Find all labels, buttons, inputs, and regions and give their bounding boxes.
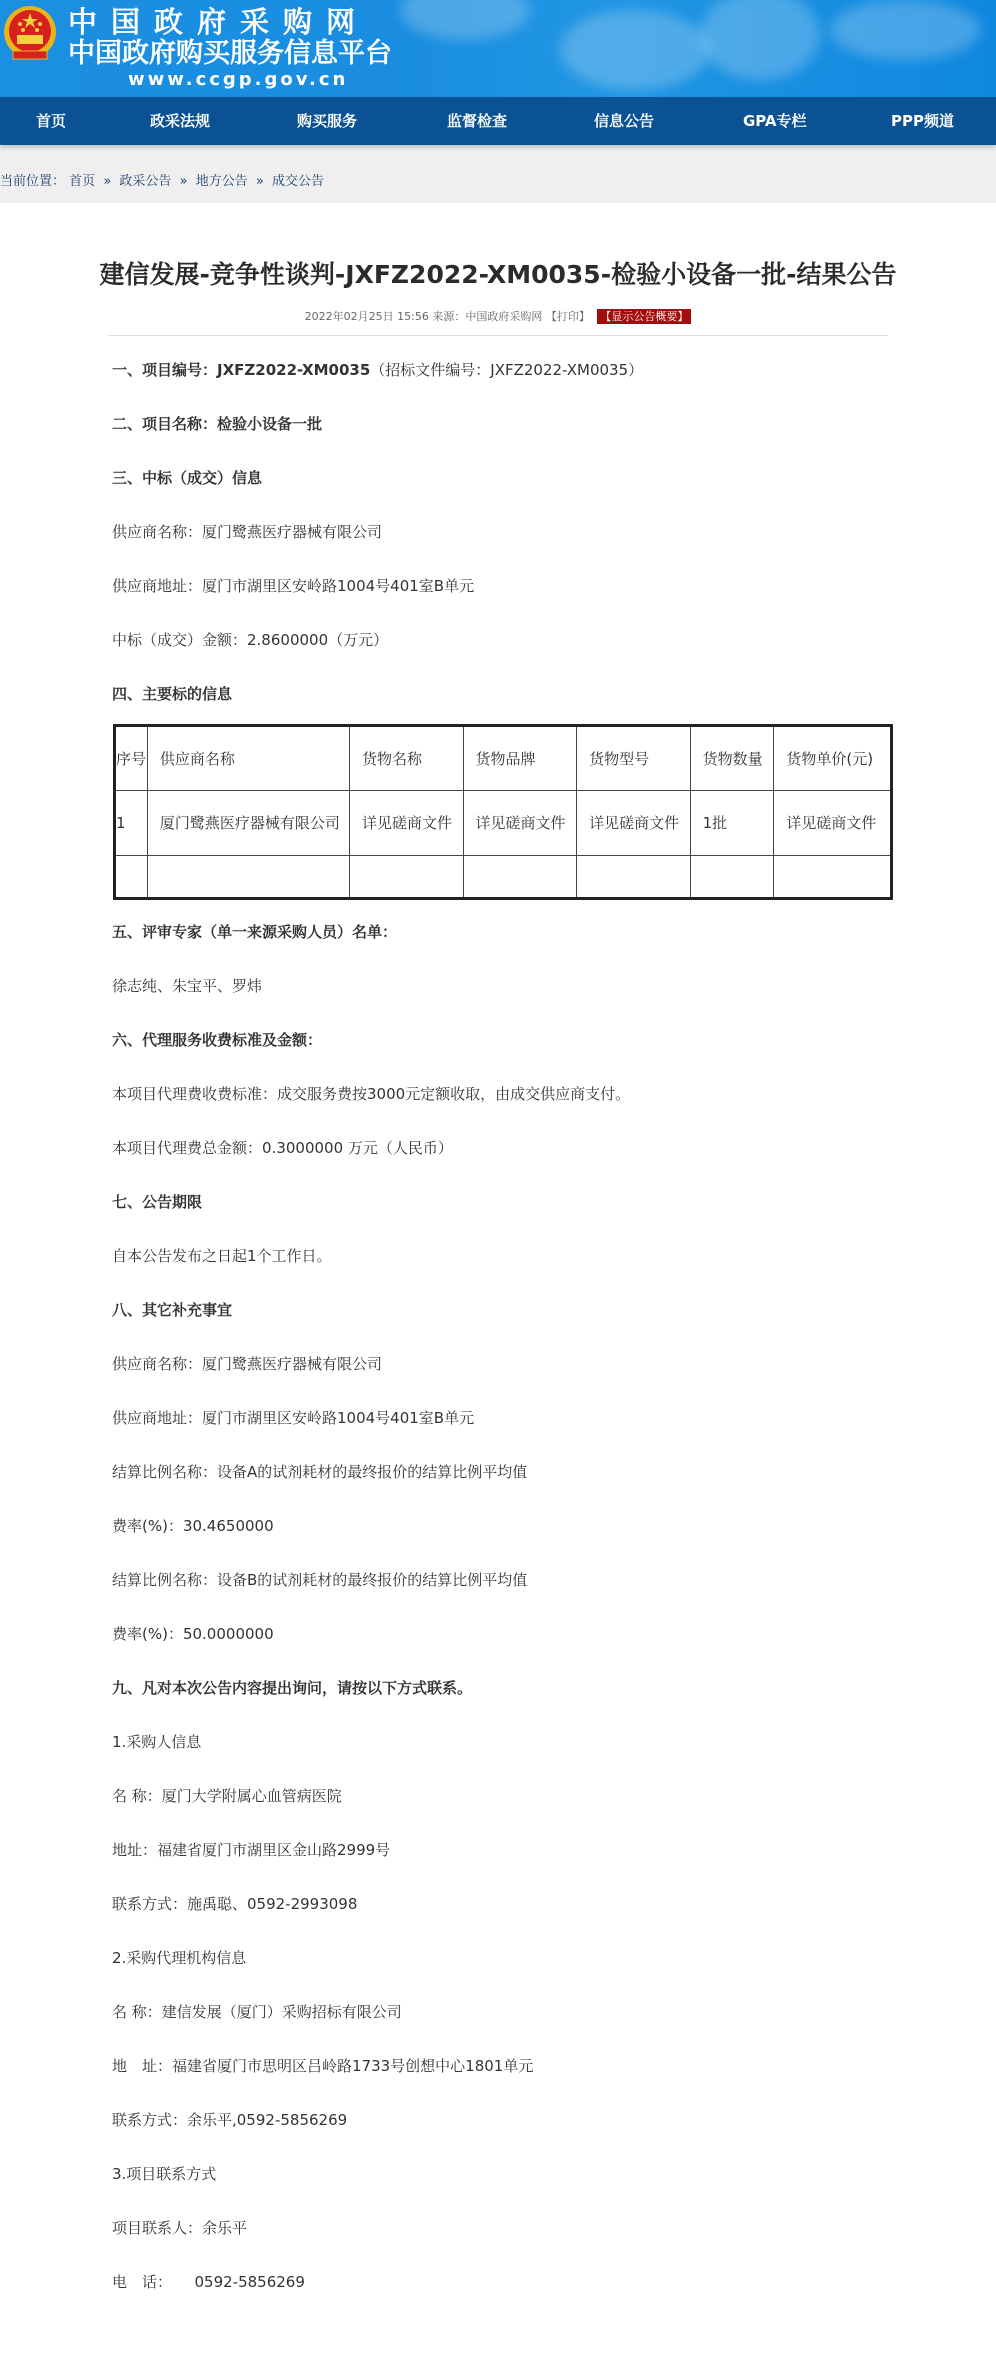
section-contact: 九、凡对本次公告内容提出询问，请按以下方式联系。 — [112, 1679, 473, 1697]
table-cell: 详见磋商文件 — [774, 791, 892, 856]
ratio-b-rate: 费率(%)：50.0000000 — [112, 1625, 274, 1643]
tender-doc-number: （招标文件编号：JXFZ2022-XM0035） — [370, 361, 644, 379]
table-header-cell: 货物名称 — [350, 726, 464, 791]
table-cell — [690, 856, 774, 899]
breadcrumb-procurement-notices[interactable]: 政采公告 — [119, 174, 172, 189]
supp-supplier-address: 供应商地址：厦门市湖里区安岭路1004号401室B单元 — [112, 1409, 475, 1427]
nav-item-ppp[interactable]: PPP频道 — [891, 112, 954, 130]
cloud-decoration — [560, 10, 710, 90]
nav-item-home[interactable]: 首页 — [36, 112, 67, 130]
site-title-line1: 中国政府采购网 — [68, 5, 370, 39]
site-banner — [0, 0, 996, 97]
table-cell: 详见磋商文件 — [463, 791, 577, 856]
supplier-name: 供应商名称：厦门鹭燕医疗器械有限公司 — [112, 523, 383, 541]
cloud-decoration — [400, 0, 530, 40]
table-cell — [463, 856, 577, 899]
table-row — [115, 856, 892, 899]
buyer-name: 名 称：厦门大学附属心血管病医院 — [112, 1787, 342, 1805]
nav-item-announcements[interactable]: 信息公告 — [594, 112, 655, 130]
table-cell: 1 — [115, 791, 148, 856]
agent-address: 地 址：福建省厦门市思明区吕岭路1733号创想中心1801单元 — [112, 2057, 534, 2075]
table-header-cell: 货物单价(元) — [774, 726, 892, 791]
nav-item-purchase-services[interactable]: 购买服务 — [297, 112, 358, 130]
article-body — [0, 336, 996, 2366]
ratio-b-name: 结算比例名称：设备B的试剂耗材的最终报价的结算比例平均值 — [112, 1571, 528, 1589]
table-cell: 1批 — [690, 791, 774, 856]
table-row — [115, 791, 892, 856]
page-title: 建信发展-竞争性谈判-JXFZ2022-XM0035-检验小设备一批-结果公告 — [99, 260, 897, 289]
print-link[interactable]: 【打印】 — [545, 310, 590, 323]
breadcrumb-separator: » — [255, 174, 264, 189]
national-emblem-icon — [3, 5, 58, 65]
section-experts: 五、评审专家（单一来源采购人员）名单： — [112, 923, 398, 941]
table-cell — [774, 856, 892, 899]
breadcrumb-home[interactable]: 首页 — [69, 174, 96, 189]
nav-item-regulations[interactable]: 政采法规 — [150, 112, 211, 130]
supplier-address: 供应商地址：厦门市湖里区安岭路1004号401室B单元 — [112, 577, 475, 595]
site-title — [68, 5, 392, 91]
breadcrumb-deal-notices[interactable]: 成交公告 — [271, 174, 324, 189]
notice-period: 自本公告发布之日起1个工作日。 — [112, 1247, 332, 1265]
agent-name: 名 称：建信发展（厦门）采购招标有限公司 — [112, 2003, 402, 2021]
source-label: 来源： — [432, 310, 466, 323]
agent-contact: 联系方式：余乐平,0592-5856269 — [112, 2111, 348, 2129]
section-project-name: 二、项目名称：检验小设备一批 — [112, 415, 323, 433]
supp-supplier-name: 供应商名称：厦门鹭燕医疗器械有限公司 — [112, 1355, 383, 1373]
site-url: www.ccgp.gov.cn — [128, 69, 349, 90]
table-cell — [115, 856, 148, 899]
table-header-row — [115, 726, 892, 791]
cloud-decoration — [700, 0, 820, 80]
table-cell — [577, 856, 691, 899]
project-contact-heading: 3.项目联系方式 — [112, 2165, 217, 2183]
site-title-line2: 中国政府购买服务信息平台 — [68, 38, 392, 69]
section-project-number — [112, 360, 996, 380]
fee-total: 本项目代理费总金额：0.3000000 万元（人民币） — [112, 1139, 453, 1157]
table-header-cell: 货物品牌 — [463, 726, 577, 791]
table-header-cell: 货物型号 — [577, 726, 691, 791]
project-number-label: 一、项目编号： — [112, 361, 218, 379]
breadcrumb-separator: » — [179, 174, 188, 189]
ratio-a-rate: 费率(%)：30.4650000 — [112, 1517, 274, 1535]
breadcrumb — [0, 170, 324, 189]
show-summary-button[interactable]: 【显示公告概要】 — [597, 309, 691, 324]
table-cell: 详见磋商文件 — [350, 791, 464, 856]
table-header-cell: 供应商名称 — [147, 726, 349, 791]
fee-standard: 本项目代理费收费标准：成交服务费按3000元定额收取，由成交供应商支付。 — [112, 1085, 631, 1103]
section-supplementary: 八、其它补充事宜 — [112, 1301, 233, 1319]
table-header-cell: 货物数量 — [690, 726, 774, 791]
source-value: 中国政府采购网 — [465, 310, 543, 323]
section-award-info: 三、中标（成交）信息 — [112, 469, 263, 487]
section-agency-fee: 六、代理服务收费标准及金额： — [112, 1031, 323, 1049]
table-cell — [350, 856, 464, 899]
section-main-items: 四、主要标的信息 — [112, 685, 233, 703]
section-notice-period: 七、公告期限 — [112, 1193, 203, 1211]
breadcrumb-bar — [0, 145, 996, 203]
nav-item-gpa[interactable]: GPA专栏 — [743, 112, 807, 130]
publish-datetime: 2022年02月25日 15:56 — [304, 310, 429, 323]
buyer-contact: 联系方式：施禹聪、0592-2993098 — [112, 1895, 358, 1913]
table-header-cell: 序号 — [115, 726, 148, 791]
article — [0, 203, 996, 2366]
nav-item-supervision[interactable]: 监督检查 — [447, 112, 508, 130]
buyer-address: 地址：福建省厦门市湖里区金山路2999号 — [112, 1841, 391, 1859]
project-contact-person: 项目联系人：余乐平 — [112, 2219, 248, 2237]
agent-heading: 2.采购代理机构信息 — [112, 1949, 247, 1967]
buyer-heading: 1.采购人信息 — [112, 1733, 202, 1751]
cloud-decoration — [830, 0, 980, 60]
project-number-value: JXFZ2022-XM0035 — [217, 361, 371, 379]
breadcrumb-local-notices[interactable]: 地方公告 — [195, 174, 248, 189]
breadcrumb-separator: » — [103, 174, 112, 189]
table-cell — [147, 856, 349, 899]
project-contact-phone: 电 话： 0592-5856269 — [112, 2273, 305, 2291]
article-meta — [0, 308, 996, 326]
table-cell: 详见磋商文件 — [577, 791, 691, 856]
items-table — [113, 724, 893, 900]
main-nav — [0, 97, 996, 145]
ratio-a-name: 结算比例名称：设备A的试剂耗材的最终报价的结算比例平均值 — [112, 1463, 528, 1481]
table-cell: 厦门鹭燕医疗器械有限公司 — [147, 791, 349, 856]
award-amount: 中标（成交）金额：2.8600000（万元） — [112, 631, 389, 649]
experts-list: 徐志纯、朱宝平、罗炜 — [112, 977, 263, 995]
breadcrumb-prefix: 当前位置： — [0, 174, 66, 189]
